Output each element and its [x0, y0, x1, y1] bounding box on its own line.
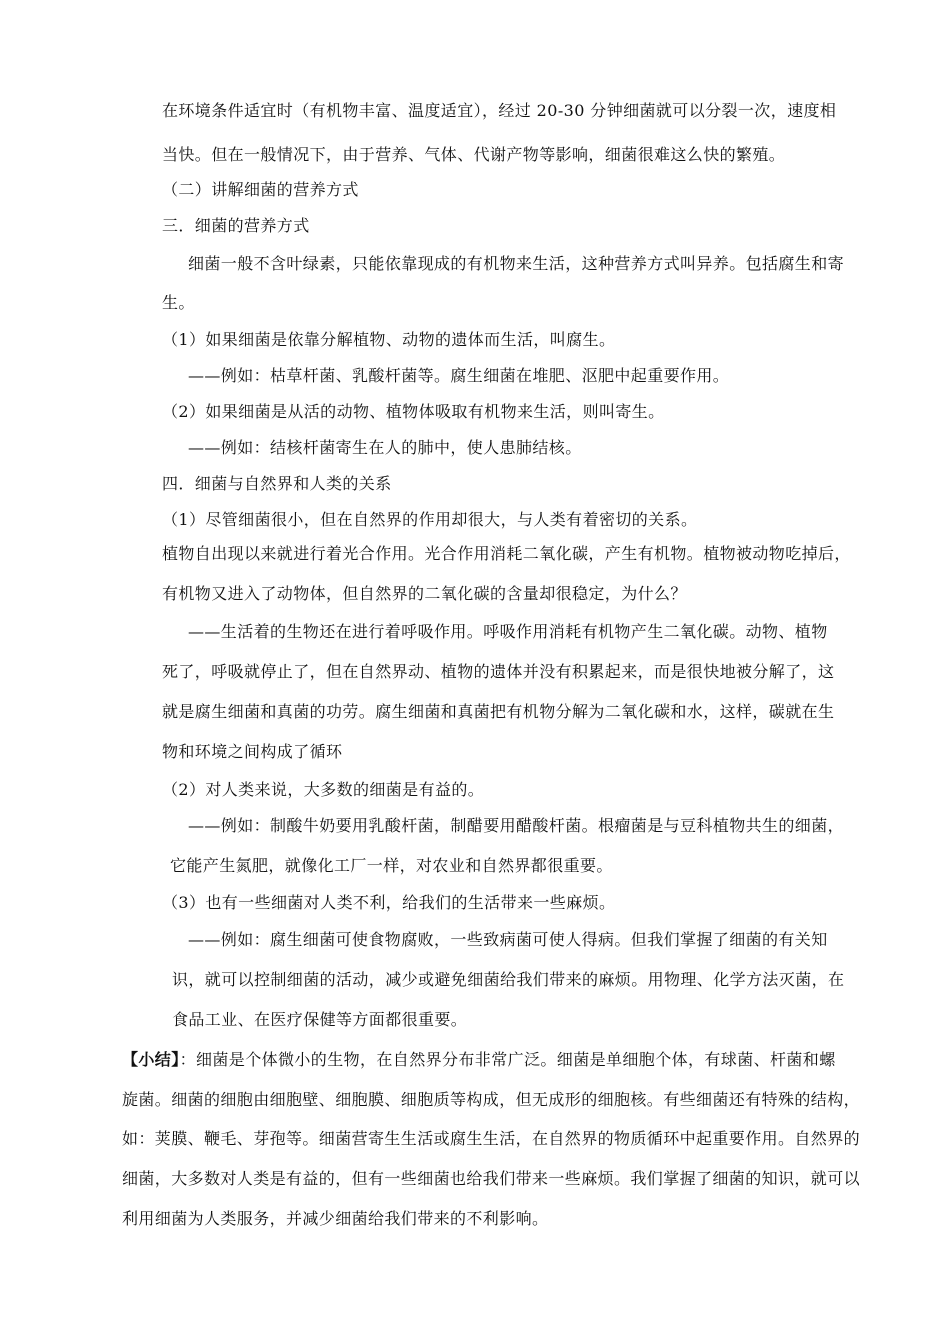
summary-line: 利用细菌为人类服务，并减少细菌给我们带来的不利影响。	[122, 1209, 549, 1228]
example-line: ——例如：制酸牛奶要用乳酸杆菌，制醋要用醋酸杆菌。根瘤菌是与豆科植物共生的细菌，	[188, 816, 845, 835]
text-line: 识，就可以控制细菌的活动，减少或避免细菌给我们带来的麻烦。用物理、化学方法灭菌，在	[172, 970, 845, 989]
section-heading: （二）讲解细菌的营养方式	[162, 180, 359, 199]
text-line: 它能产生氮肥，就像化工厂一样，对农业和自然界都很重要。	[170, 856, 613, 875]
section-heading: 三．细菌的营养方式	[162, 216, 310, 235]
summary-line: 如：荚膜、鞭毛、芽孢等。细菌营寄生生活或腐生生活，在自然界的物质循环中起重要作用。自然界的	[122, 1129, 861, 1148]
text-line: （2）如果细菌是从活的动物、植物体吸取有机物来生活，则叫寄生。	[162, 402, 665, 421]
example-line: ——例如：结核杆菌寄生在人的肺中，使人患肺结核。	[188, 438, 582, 457]
text-line: （3）也有一些细菌对人类不利，给我们的生活带来一些麻烦。	[162, 893, 616, 912]
text-line: 有机物又进入了动物体，但自然界的二氧化碳的含量却很稳定，为什么？	[162, 584, 687, 603]
text-line: （2）对人类来说，大多数的细菌是有益的。	[162, 780, 485, 799]
example-line: ——例如：枯草杆菌、乳酸杆菌等。腐生细菌在堆肥、沤肥中起重要作用。	[188, 366, 730, 385]
summary-label: 【小结】	[122, 1050, 180, 1069]
example-line: ——生活着的生物还在进行着呼吸作用。呼吸作用消耗有机物产生二氧化碳。动物、植物	[188, 622, 828, 641]
text-line: 植物自出现以来就进行着光合作用。光合作用消耗二氧化碳，产生有机物。植物被动物吃掉后，	[162, 544, 851, 563]
text-line: （1）如果细菌是依靠分解植物、动物的遗体而生活，叫腐生。	[162, 330, 616, 349]
text-line: 物和环境之间构成了循环	[162, 742, 343, 761]
text-line: （1）尽管细菌很小，但在自然界的作用却很大，与人类有着密切的关系。	[162, 510, 698, 529]
text-line: 在环境条件适宜时（有机物丰富、温度适宜），经过 20-30 分钟细菌就可以分裂一次，速度相	[162, 101, 837, 120]
summary-line: 旋菌。细菌的细胞由细胞壁、细胞膜、细胞质等构成，但无成形的细胞核。有些细菌还有特殊的结构，	[122, 1090, 861, 1109]
text-line: 生。	[162, 293, 195, 312]
summary-line: 细菌，大多数对人类是有益的，但有一些细菌也给我们带来一些麻烦。我们掌握了细菌的知识，就可以	[122, 1169, 861, 1188]
example-line: ——例如：腐生细菌可使食物腐败，一些致病菌可使人得病。但我们掌握了细菌的有关知	[188, 930, 828, 949]
text-line: 食品工业、在医疗保健等方面都很重要。	[172, 1010, 468, 1029]
summary-first-line	[122, 1050, 836, 1070]
text-line: 当快。但在一般情况下，由于营养、气体、代谢产物等影响，细菌很难这么快的繁殖。	[162, 145, 786, 164]
summary-text: ：细菌是个体微小的生物，在自然界分布非常广泛。细菌是单细胞个体，有球菌、杆菌和螺	[179, 1050, 836, 1069]
text-line: 就是腐生细菌和真菌的功劳。腐生细菌和真菌把有机物分解为二氧化碳和水，这样，碳就在生	[162, 702, 835, 721]
text-line: 死了，呼吸就停止了，但在自然界动、植物的遗体并没有积累起来，而是很快地被分解了，这	[162, 662, 835, 681]
section-heading: 四．细菌与自然界和人类的关系	[162, 474, 392, 493]
text-line: 细菌一般不含叶绿素，只能依靠现成的有机物来生活，这种营养方式叫异养。包括腐生和寄	[188, 254, 845, 273]
